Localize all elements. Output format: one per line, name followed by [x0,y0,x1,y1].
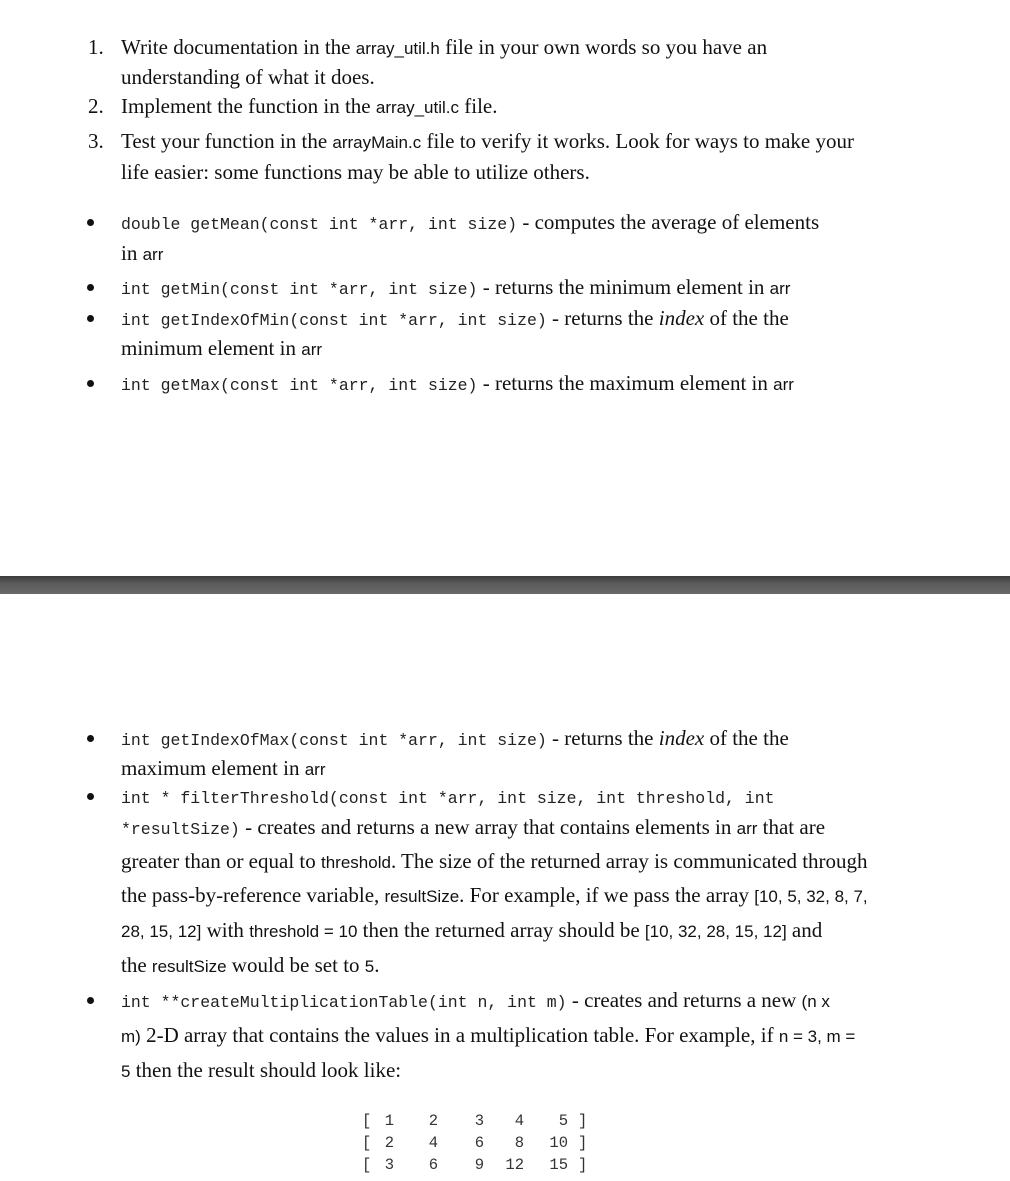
table-close-bracket: ] [578,1112,588,1130]
page-divider [0,576,1010,594]
table-open-bracket: [ [362,1134,372,1152]
bullet-dot [87,380,94,387]
function-desc: double getMean(const int *arr, int size) - computes the average of elements [121,210,820,234]
table-open-bracket: [ [362,1112,372,1130]
table-cell: 4 [428,1134,438,1152]
bullet-dot [87,997,94,1004]
step-text: Implement the function in the array_util.c file. [121,94,498,118]
table-cell: 4 [514,1112,524,1130]
bullet-dot [87,793,94,800]
table-cell: 6 [474,1134,484,1152]
step-number: 2. [88,94,104,118]
step-number: 1. [88,35,104,59]
function-signature: int * filterThreshold(const int *arr, int size, int threshold, int [121,789,775,808]
step-text-cont: understanding of what it does. [121,65,375,89]
table-cell: 3 [474,1112,484,1130]
function-desc-cont: the resultSize would be set to 5. [121,953,380,977]
function-desc-cont: m) 2-D array that contains the values in a multiplication table. For example, if n = 3, m = [121,1023,856,1047]
function-desc-cont: the pass-by-reference variable, resultSize. For example, if we pass the array [10, 5, 32, 8, 7, [121,883,868,907]
function-desc: int getMin(const int *arr, int size) - returns the minimum element in arr [121,275,791,299]
function-desc-cont: maximum element in arr [121,756,326,780]
function-desc-cont: in arr [121,241,164,265]
bullet-dot [87,315,94,322]
table-cell: 10 [549,1134,568,1152]
function-desc-cont: greater than or equal to threshold. The size of the returned array is communicated through [121,849,868,873]
table-open-bracket: [ [362,1156,372,1174]
table-cell: 6 [428,1156,438,1174]
table-cell: 15 [549,1156,568,1174]
table-close-bracket: ] [578,1156,588,1174]
bullet-dot [87,219,94,226]
function-desc: int getIndexOfMin(const int *arr, int size) - returns the index of the the [121,306,789,330]
step-number: 3. [88,129,104,153]
bullet-dot [87,284,94,291]
bullet-dot [87,735,94,742]
table-cell: 1 [384,1112,394,1130]
step-text-cont: life easier: some functions may be able to utilize others. [121,160,590,184]
function-desc-cont: minimum element in arr [121,336,323,360]
table-cell: 5 [558,1112,568,1130]
function-desc: *resultSize) - creates and returns a new array that contains elements in arr that are [121,815,826,839]
step-text: Test your function in the arrayMain.c file to verify it works. Look for ways to make your [121,129,854,153]
step-text: Write documentation in the array_util.h file in your own words so you have an [121,35,768,59]
function-desc: int getMax(const int *arr, int size) - returns the maximum element in arr [121,371,794,395]
table-cell: 8 [514,1134,524,1152]
table-close-bracket: ] [578,1134,588,1152]
function-desc: int getIndexOfMax(const int *arr, int size) - returns the index of the the [121,726,789,750]
table-cell: 2 [384,1134,394,1152]
function-desc-cont: 28, 15, 12] with threshold = 10 then the returned array should be [10, 32, 28, 15, 12] and [121,918,823,942]
table-cell: 2 [428,1112,438,1130]
table-cell: 9 [474,1156,484,1174]
table-cell: 12 [505,1156,524,1174]
function-desc: int **createMultiplicationTable(int n, int m) - creates and returns a new (n x [121,988,830,1012]
table-cell: 3 [384,1156,394,1174]
function-desc-cont: 5 then the result should look like: [121,1058,402,1082]
